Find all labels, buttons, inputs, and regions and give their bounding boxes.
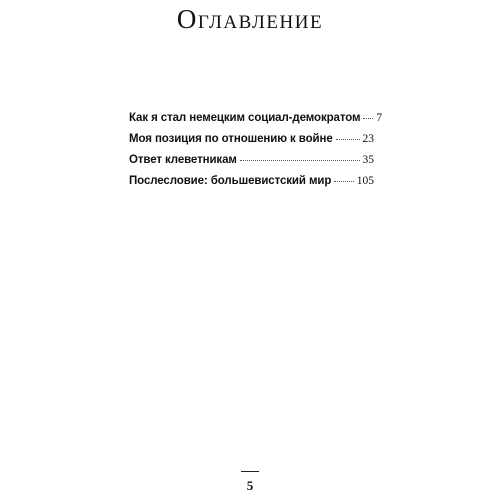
- toc-entry-title: Моя позиция по отношению к войне: [129, 133, 333, 145]
- dot-leader: [363, 118, 373, 119]
- toc-entry-title: Послесловие: большевистский мир: [129, 175, 332, 187]
- toc-entry-title: Ответ клеветникам: [129, 154, 237, 166]
- toc-entry-page: 23: [362, 133, 374, 145]
- toc-entry-page: 105: [356, 175, 374, 187]
- dot-leader: [336, 139, 360, 140]
- page-title: Оглавление: [176, 4, 324, 34]
- toc-entry[interactable]: [129, 112, 383, 133]
- toc-entry-title: Как я стал немецким социал-демократом: [129, 112, 361, 124]
- toc-entry[interactable]: [129, 154, 374, 175]
- folio-rule: [241, 471, 259, 472]
- dot-leader: [334, 181, 353, 182]
- toc-entry[interactable]: [129, 133, 374, 154]
- toc-entry-page: 35: [362, 154, 374, 166]
- page-number: 5: [246, 478, 254, 493]
- dot-leader: [240, 160, 360, 161]
- toc-entry[interactable]: [129, 175, 374, 196]
- table-of-contents: [129, 112, 383, 196]
- toc-entry-page: 7: [376, 112, 383, 124]
